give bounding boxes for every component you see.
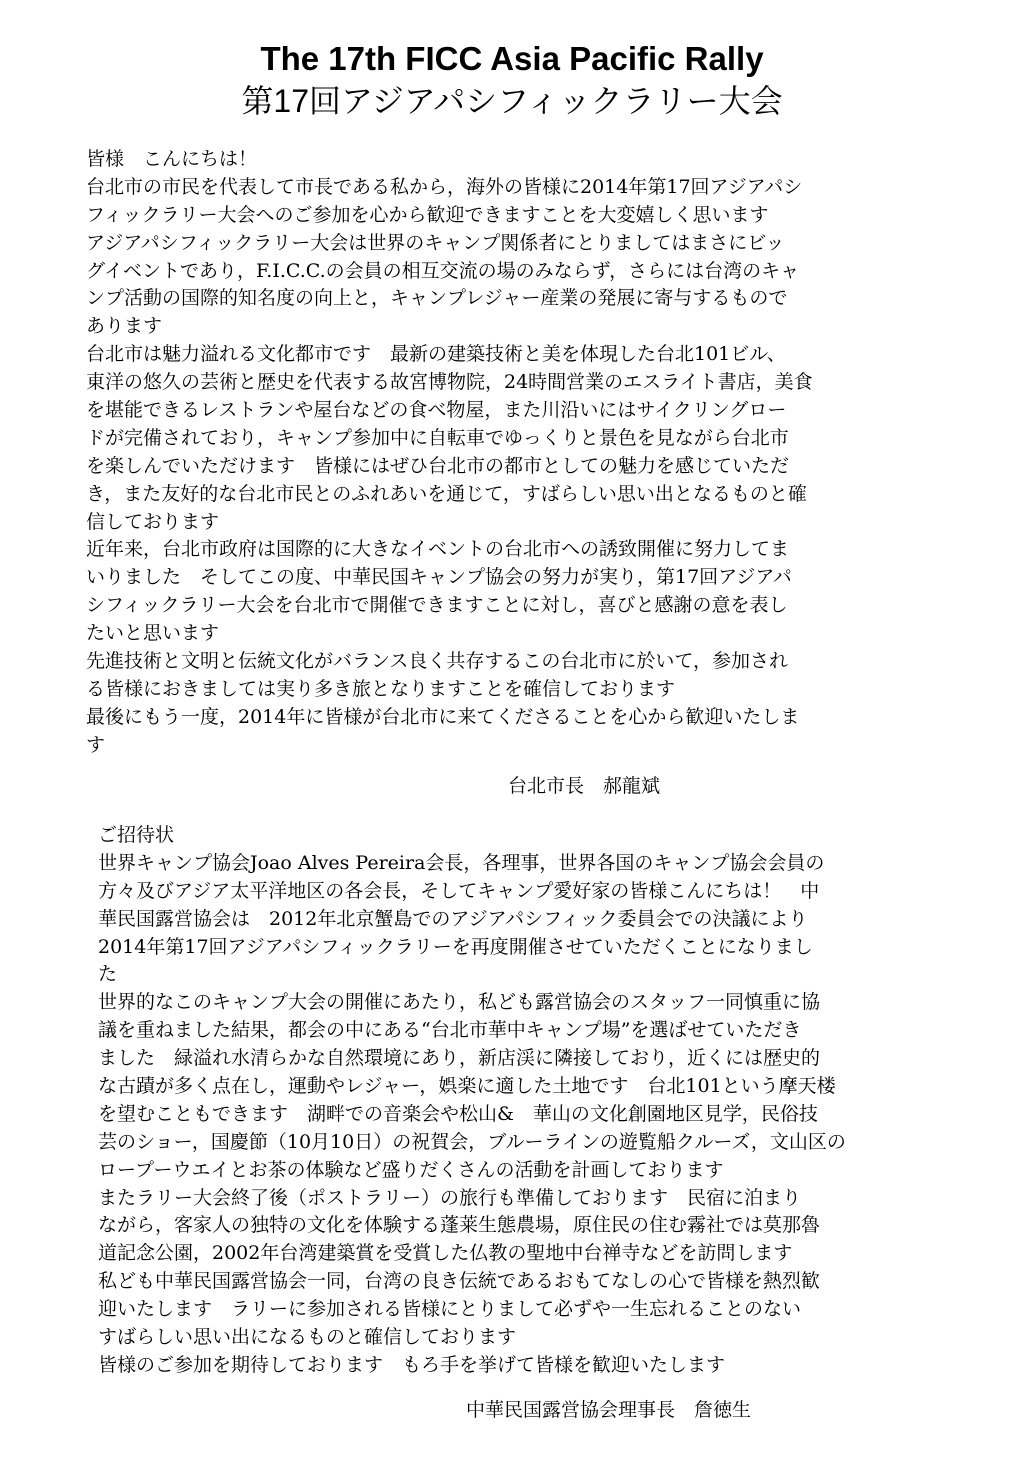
document-title-japanese: 第17回アジアパシフィックラリー大会 (241, 83, 783, 119)
letter-line: ドが完備されており，キャンプ参加中に自転車でゆっくりと景色を見ながら台北市 (86, 426, 789, 449)
invitation-line: 方々及びアジア太平洋地区の各会長，そしてキャンプ愛好家の皆様こんにちは！ 中 (98, 879, 820, 902)
letter-line: 皆様 こんにちは！ (86, 148, 258, 170)
letter-line: を楽しんでいただけます 皆様にはぜひ台北市の都市としての魅力を感じていただ (86, 454, 790, 477)
invitation-line: 2014年第17回アジアパシフィックラリーを再度開催させていただくことになりまし (98, 935, 813, 958)
invitation-line: 皆様のご参加を期待しております もろ手を挙げて皆様を歓迎いたします (98, 1353, 726, 1376)
invitation-line: 議を重ねました結果，都会の中にある“台北市華中キャンプ場”を選ばせていただき (98, 1019, 802, 1042)
invitation-line: た (98, 963, 118, 986)
letter-line: いりました そしてこの度、中華民国キャンプ協会の努力が実り，第17回アジアパ (86, 566, 792, 589)
mayor-greeting-letter (86, 146, 926, 760)
letter-line: 台北市の市民を代表して市長である私から，海外の皆様に2014年第17回アジアパシ (86, 175, 803, 198)
letter-line: 最後にもう一度，2014年に皆様が台北市に来てくださることを心から歓迎いたしま (86, 705, 800, 728)
letter-line: あります (86, 315, 163, 338)
invitation-line: ロープーウエイとお茶の体験など盛りだくさんの活動を計画しております (98, 1158, 724, 1181)
letter-line: ンプ活動の国際的知名度の向上と，キャンプレジャー産業の発展に寄与するもので (86, 287, 788, 310)
invitation-line: 私ども中華民国露営協会一同，台湾の良き伝統であるおもてなしの心で皆様を熱烈歓 (98, 1270, 821, 1293)
invitation-line: を望むこともできます 湖畔での音楽会や松山& 華山の文化創園地区見学，民俗技 (98, 1102, 818, 1125)
letter-line: 台北市は魅力溢れる文化都市です 最新の建築技術と美を体現した台北101ビル、 (86, 343, 786, 366)
invitation-line: ながら，客家人の独特の文化を体験する蓬莱生態農場，原住民の住む霧社では莫那魯 (98, 1214, 821, 1237)
mayor-signature: 台北市長 郝龍斌 (508, 775, 661, 797)
invitation-line: 世界キャンプ協会Joao Alves Pereira会長，各理事，世界各国のキャンプ協会会員の (98, 851, 825, 874)
invitation-heading: ご招待状 (98, 824, 175, 846)
association-chairman-signature: 中華民国露営協会理事長 詹徳生 (466, 1399, 752, 1421)
invitation-line: 世界的なこのキャンプ大会の開催にあたり，私ども露営協会のスタッフ一同慎重に協 (98, 991, 821, 1014)
letter-line: 近年来，台北市政府は国際的に大きなイベントの台北市への誘致開催に努力してま (86, 538, 790, 561)
letter-line: き，また友好的な台北市民とのふれあいを通じて，すばらしい思い出となるものと確 (86, 482, 807, 505)
letter-line: 先進技術と文明と伝統文化がバランス良く共存するこの台北市に於いて，参加され (86, 650, 789, 673)
invitation-line: 芸のショー，国慶節（10月10日）の祝賀会，ブルーラインの遊覧船クルーズ，文山区の (98, 1130, 846, 1153)
letter-line: 信しております (86, 510, 220, 533)
invitation-line: すばらしい思い出になるものと確信しております (98, 1326, 517, 1349)
letter-line: 東洋の悠久の芸術と歴史を代表する故宮博物院，24時間営業のエスライト書店，美食 (86, 371, 813, 394)
letter-line: たいと思います (86, 622, 220, 645)
letter-line: を堪能できるレストランや屋台などの食べ物屋，また川沿いにはサイクリングロー (86, 399, 787, 422)
letter-line: アジアパシフィックラリー大会は世界のキャンプ関係者にとりましてはまさにビッ (86, 231, 785, 254)
invitation-line: ました 緑溢れ水清らかな自然環境にあり，新店渓に隣接しており，近くには歴史的 (98, 1047, 821, 1070)
invitation-line: またラリー大会終了後（ポストラリー）の旅行も準備しております 民宿に泊まり (98, 1186, 802, 1209)
letter-line: す (86, 733, 106, 756)
invitation-line: 迎いたします ラリーに参加される皆様にとりまして必ずや一生忘れることのない (98, 1298, 802, 1321)
invitation-line: な古蹟が多く点在し，運動やレジャー，娯楽に適した土地です 台北101という摩天楼 (98, 1075, 836, 1098)
letter-line: フィックラリー大会へのご参加を心から歓迎できますことを大変嬉しく思います (86, 203, 769, 226)
invitation-line: 道記念公園，2002年台湾建築賞を受賞した仏教の聖地中台禅寺などを訪問します (98, 1242, 793, 1265)
letter-line: シフィックラリー大会を台北市で開催できますことに対し，喜びと感謝の意を表し (86, 594, 788, 617)
document-title-english: The 17th FICC Asia Pacific Rally (260, 40, 764, 77)
letter-line: る皆様におきましては実り多き旅となりますことを確信しております (86, 677, 676, 700)
invitation-line: 華民国露営協会は 2012年北京蟹島でのアジアパシフィック委員会での決議により (98, 907, 808, 930)
invitation-letter (98, 822, 956, 1380)
letter-line: グイベントであり，F.I.C.C.の会員の相互交流の場のみならず，さらには台湾のキャ (86, 259, 800, 282)
